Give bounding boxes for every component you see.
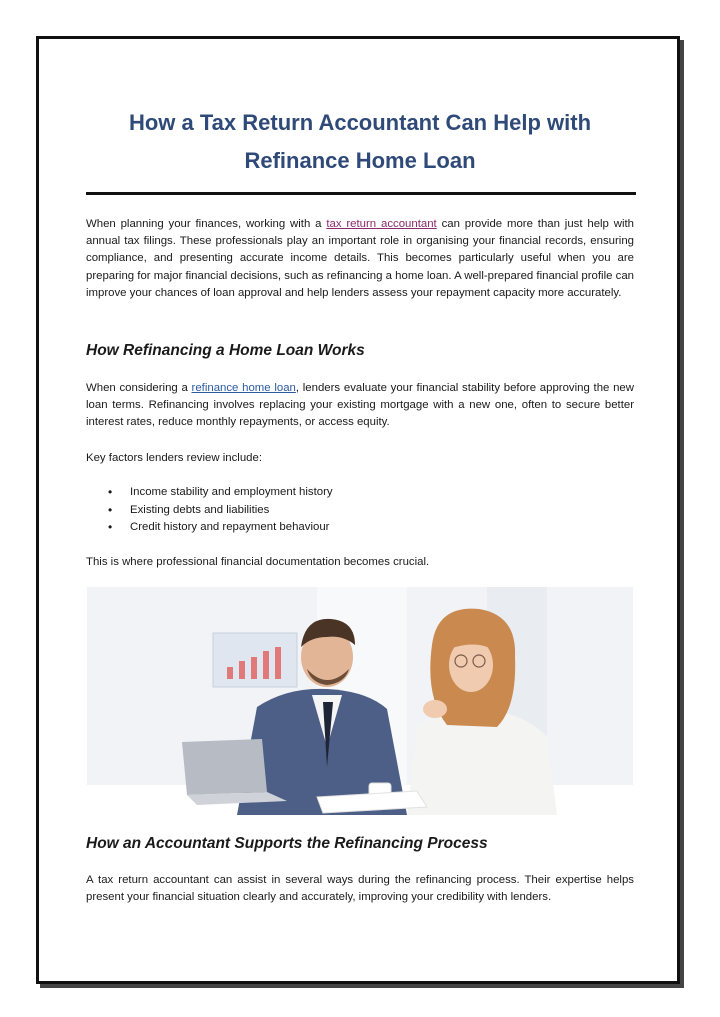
title-line-2: Refinance Home Loan xyxy=(244,148,476,173)
documentation-paragraph: This is where professional financial documentation becomes crucial. xyxy=(86,556,430,568)
list-item: • Existing debts and liabilities xyxy=(108,502,333,520)
accountant-support-paragraph: A tax return accountant can assist in several ways during the refinancing process. Their expertise helps present your financial situation clearly and accurately, improving your credibility with lenders. xyxy=(86,874,634,904)
refinance-text-end: , lenders evaluate your financial stability before approving the new loan terms. Refinancing involves replacing your existing mortgage with a new one, often to secure better interest rates, reduce monthly repayments, or access equity. xyxy=(86,382,634,429)
key-factors-list xyxy=(108,484,333,537)
title-divider xyxy=(86,192,636,195)
list-item: • Credit history and repayment behaviour xyxy=(108,519,333,537)
accountant-meeting-photo xyxy=(87,587,633,815)
section-heading-refinancing: How Refinancing a Home Loan Works xyxy=(86,342,365,359)
intro-paragraph xyxy=(86,216,634,302)
intro-text-start: When planning your finances, working with a xyxy=(86,218,327,230)
refinance-home-loan-link[interactable]: refinance home loan xyxy=(191,382,296,394)
page-title xyxy=(60,104,660,180)
list-item: • Income stability and employment history xyxy=(108,484,333,502)
meeting-illustration xyxy=(87,587,633,815)
refinance-paragraph xyxy=(86,380,634,432)
tax-return-accountant-link[interactable]: tax return accountant xyxy=(326,218,437,230)
intro-text-end: can provide more than just help with annual tax filings. These professionals play an important role in organising your financial records, ensuring compliance, and presenting accurate income details. This becomes particularly useful when you are preparing for major financial decisions, such as refinancing a home loan. A well-prepared financial profile can improve your chances of loan approval and help lenders assess your repayment capacity more accurately. xyxy=(86,218,634,299)
title-line-1: How a Tax Return Accountant Can Help with xyxy=(128,110,592,135)
section-heading-accountant-support: How an Accountant Supports the Refinancing Process xyxy=(86,835,488,852)
key-factors-intro: Key factors lenders review include: xyxy=(86,452,263,464)
refinance-text-start: When considering a xyxy=(86,382,192,394)
